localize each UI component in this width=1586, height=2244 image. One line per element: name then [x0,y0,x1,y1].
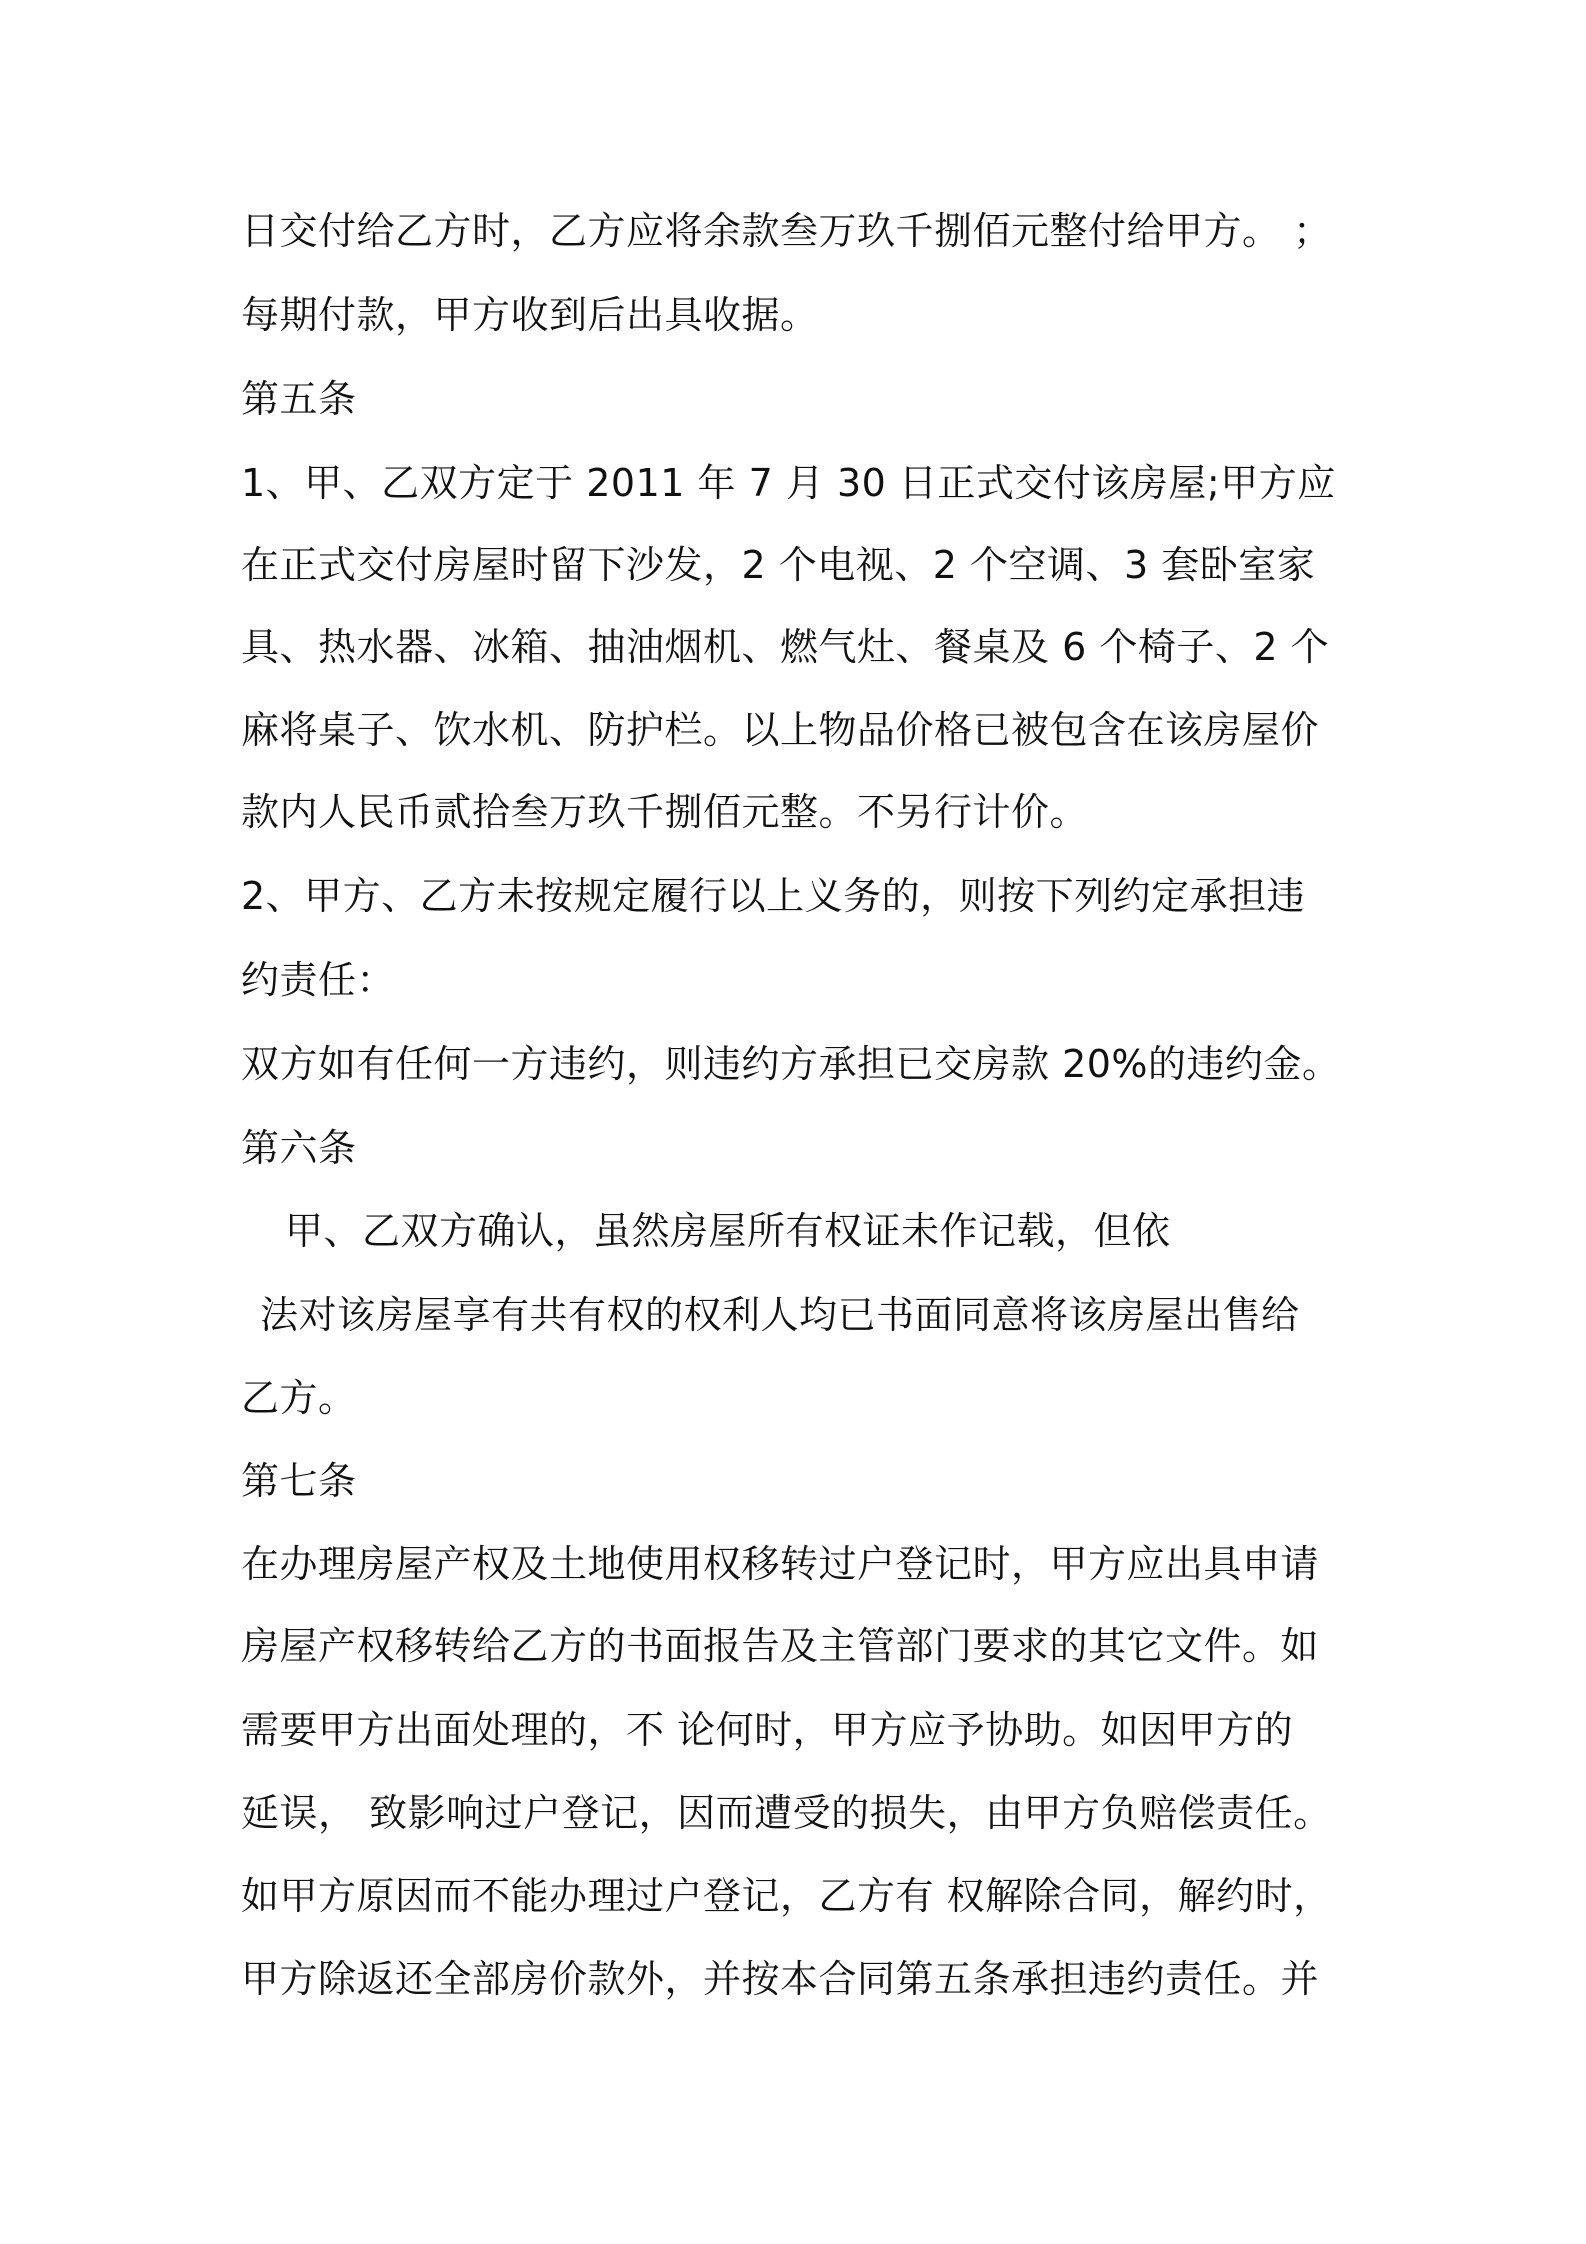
text-line: 乙方。 [241,1376,357,1420]
text-line: 约责任： [241,958,396,1002]
text-line: 每期付款，甲方收到后出具收据。 [241,293,819,337]
article-heading: 第六条 [241,1126,357,1170]
text-line: 延误， 致影响过户登记，因而遭受的损失，由甲方负赔偿责任。 [241,1791,1332,1835]
text-line: 在正式交付房屋时留下沙发，2 个电视、2 个空调、3 套卧室家 [241,543,1316,587]
text-line: 如甲方原因而不能办理过户登记，乙方有 权解除合同，解约时， [241,1874,1332,1918]
text-line: 法对该房屋享有共有权的权利人均已书面同意将该房屋出售给 [260,1293,1300,1337]
text-line: 甲方除返还全部房价款外，并按本合同第五条承担违约责任。并 [241,1957,1320,2001]
text-line: 麻将桌子、饮水机、防护栏。以上物品价格已被包含在该房屋价 [241,708,1320,752]
text-line: 房屋产权移转给乙方的书面报告及主管部门要求的其它文件。如 [241,1624,1320,1668]
article-heading: 第五条 [241,377,357,421]
text-line: 具、热水器、冰箱、抽油烟机、燃气灶、餐桌及 6 个椅子、2 个 [241,625,1330,669]
article-heading: 第七条 [241,1459,357,1503]
text-line: 甲、乙双方确认，虽然房屋所有权证未作记载，但依 [285,1209,1171,1253]
text-line: 在办理房屋产权及土地使用权移转过户登记时，甲方应出具申请 [241,1542,1320,1586]
text-line: 日交付给乙方时，乙方应将余款叁万玖千捌佰元整付给甲方。 ； [241,209,1332,253]
text-line: 2、甲方、乙方未按规定履行以上义务的，则按下列约定承担违 [241,874,1306,918]
text-line: 款内人民币贰拾叁万玖千捌佰元整。不另行计价。 [241,790,1089,834]
text-line: 1、甲、乙双方定于 2011 年 7 月 30 日正式交付该房屋;甲方应 [241,461,1336,505]
text-line: 需要甲方出面处理的，不 论何时，甲方应予协助。如因甲方的 [241,1708,1294,1752]
text-line: 双方如有任何一方违约，则违约方承担已交房款 20%的违约金。 [241,1042,1341,1086]
